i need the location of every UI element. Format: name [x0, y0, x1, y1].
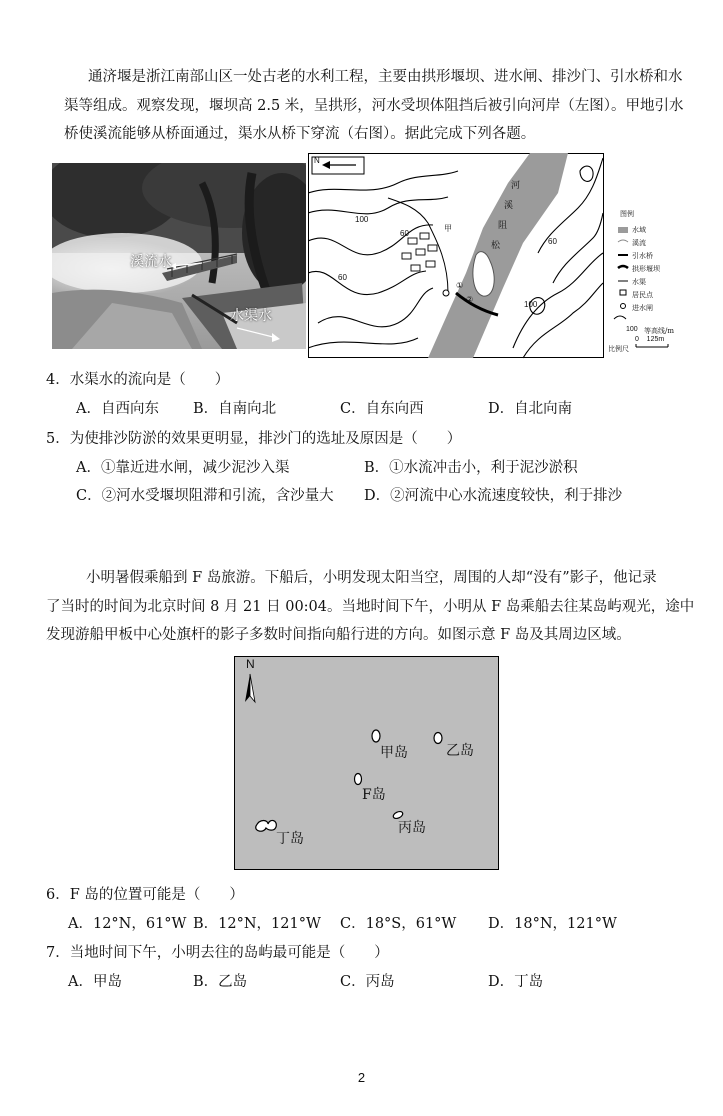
q6-option-d[interactable]: D．18°N，121°W — [488, 916, 617, 932]
q6-stem: 6．F 岛的位置可能是（ ） — [46, 887, 244, 903]
passage2-line-3: 发现游船甲板中心处旗杆的影子多数时间指向船行进的方向。如图示意 F 岛及其周边区域。 — [46, 627, 631, 643]
legend-item-stream: 溪流 — [632, 239, 646, 247]
photo-label-stream: 溪流水 — [130, 253, 172, 269]
q7-option-a[interactable]: A．甲岛 — [68, 974, 122, 990]
river-char-3: 阻 — [498, 221, 508, 231]
legend-item-gate: 进水闸 — [632, 304, 653, 312]
photo-label-canal: 水渠水 — [230, 307, 272, 323]
island-map — [234, 656, 499, 870]
contour-label-3: 60 — [338, 273, 347, 282]
q7-stem: 7．当地时间下午，小明去往的岛屿最可能是（ ） — [46, 945, 389, 961]
legend-item-weir: 拱形堰坝 — [632, 265, 660, 273]
q6-option-a[interactable]: A．12°N，61°W — [68, 916, 187, 932]
island-label-bing: 丙岛 — [398, 820, 426, 836]
q4-option-c[interactable]: C．自东向西 — [340, 401, 424, 417]
island-label-f: F岛 — [362, 787, 386, 803]
contour-label-5: 100 — [524, 300, 538, 309]
q6-option-b[interactable]: B．12°N，121°W — [193, 916, 321, 932]
q4-stem: 4．水渠水的流向是（ ） — [46, 372, 230, 388]
map-north-label: N — [314, 156, 320, 165]
legend-item-canal: 水渠 — [632, 278, 646, 286]
passage1-line-3: 桥使溪流能够从桥面通过，渠水从桥下穿流（右图）。据此完成下列各题。 — [64, 126, 536, 142]
passage1-line-2: 渠等组成。观察发现，堰坝高 2.5 米，呈拱形，河水受坝体阻挡后被引向河岸（左图）。甲地引水 — [64, 98, 684, 114]
passage2-line-2: 了当时的时间为北京时间 8 月 21 日 00:04。当地时间下午，小明从 F 岛乘船去往某岛屿观光，途中 — [46, 599, 695, 615]
passage2-line-1: 小明暑假乘船到 F 岛旅游。下船后，小明发现太阳当空，周围的人却“没有”影子，他记录 — [86, 570, 657, 586]
q6-option-c[interactable]: C．18°S，61°W — [340, 916, 457, 932]
contour-label-4: 60 — [548, 237, 557, 246]
legend-item-contour: 等高线/m — [644, 327, 674, 335]
island-label-ding: 丁岛 — [276, 831, 304, 847]
island-label-yi: 乙岛 — [446, 743, 474, 759]
legend-item-settlement: 居民点 — [632, 291, 653, 299]
legend-item-bridge: 引水桥 — [632, 252, 653, 260]
photo-water-bridge — [52, 163, 306, 349]
river-char-2: 溪 — [504, 201, 514, 211]
passage1-line-1: 通济堰是浙江南部山区一处古老的水利工程，主要由拱形堰坝、进水闸、排沙门、引水桥和水 — [88, 69, 683, 85]
q5-option-c[interactable]: C．②河水受堰坝阻滞和引流，含沙量大 — [76, 488, 334, 504]
legend-title: 图例 — [620, 210, 634, 218]
q4-option-b[interactable]: B．自南向北 — [193, 401, 277, 417]
island-label-jia: 甲岛 — [380, 745, 408, 761]
q7-option-d[interactable]: D．丁岛 — [488, 974, 544, 990]
river-char-4: 松 — [491, 241, 501, 251]
q5-stem: 5．为使排沙防淤的效果更明显，排沙门的选址及原因是（ ） — [46, 431, 462, 447]
point-label-jia: 甲 — [444, 224, 452, 233]
contour-map — [308, 153, 680, 359]
contour-label-2: 60 — [400, 229, 409, 238]
q7-option-b[interactable]: B．乙岛 — [193, 974, 248, 990]
north-label: N — [246, 657, 255, 671]
q7-option-c[interactable]: C．丙岛 — [340, 974, 395, 990]
q5-option-a[interactable]: A．①靠近进水闸，减少泥沙入渠 — [76, 460, 290, 476]
page-number: 2 — [357, 1070, 366, 1085]
q4-option-a[interactable]: A．自西向东 — [76, 401, 159, 417]
river-char-1: 河 — [511, 181, 521, 191]
contour-label-1: 100 — [355, 215, 369, 224]
point-label-1: ① — [456, 281, 464, 290]
legend-contour-value: 100 — [626, 326, 638, 333]
scale-values: 0 125m — [635, 336, 665, 343]
point-label-2: ② — [466, 295, 474, 304]
q4-option-d[interactable]: D．自北向南 — [488, 401, 573, 417]
legend-item-water: 水域 — [632, 226, 646, 234]
q5-option-d[interactable]: D．②河流中心水流速度较快，利于排沙 — [364, 488, 623, 504]
scale-label: 比例尺 — [608, 345, 629, 353]
q5-option-b[interactable]: B．①水流冲击小，利于泥沙淤积 — [364, 460, 578, 476]
